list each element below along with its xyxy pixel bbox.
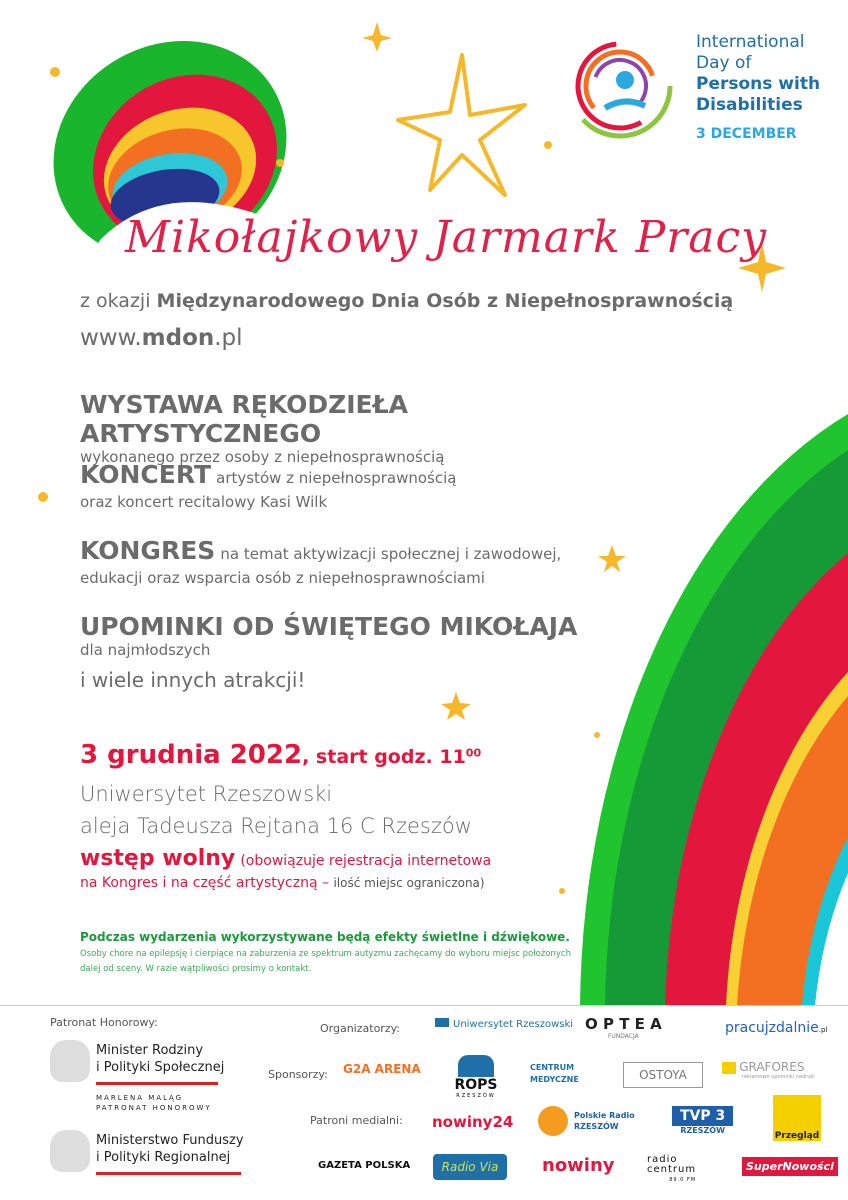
- logo-rops[interactable]: [448, 1055, 504, 1099]
- event-item: [80, 612, 600, 668]
- event-inline: artystów z niepełnosprawnością: [216, 469, 457, 487]
- logo-ostoya[interactable]: OSTOYA: [623, 1062, 703, 1088]
- right-rainbow: [580, 414, 848, 1005]
- stars: [398, 55, 525, 195]
- event-desc: oraz koncert recitalowy Kasi Wilk: [80, 493, 328, 511]
- logo-sub: 89.0 FM: [669, 1177, 697, 1183]
- logo-centrum-medyczne[interactable]: [530, 1062, 579, 1086]
- patronat-label: Patronat Honorowy:: [50, 1016, 158, 1029]
- notice-text: Osoby chore na epilepsję i cierpiące na zaburzenia ze spektrum autyzmu zachęcamy do wyboru miejsc położonych: [80, 949, 571, 959]
- notice-bold: Podczas wydarzenia wykorzystywane będą efekty świetlne i dźwiękowe.: [80, 930, 570, 944]
- footer-divider: [0, 1005, 848, 1006]
- logo-przeglad[interactable]: Przegląd: [773, 1095, 821, 1141]
- star-icon: [598, 545, 626, 572]
- logo-optea[interactable]: [585, 1015, 662, 1040]
- logo-text: CENTRUM: [530, 1063, 575, 1072]
- notice: [80, 930, 600, 977]
- logo-sub: RZESZÓW: [456, 1093, 496, 1099]
- entry-registration: (obowiązuje rejestracja internetowa: [240, 853, 492, 869]
- logo-text: radio: [647, 1154, 678, 1165]
- start-time: , start godz. 11: [302, 746, 466, 768]
- idpd-line: Persons with: [696, 74, 821, 94]
- subtitle-prefix: z okazji: [80, 290, 151, 312]
- event-desc: dla najmłodszych: [80, 641, 211, 659]
- event-inline: na temat aktywizacji społecznej i zawodowej,: [220, 545, 562, 563]
- website-link[interactable]: [80, 325, 243, 351]
- logo-sub: reklamowe upominki nadruki: [742, 1074, 815, 1080]
- logo-pracujzdalnie[interactable]: [725, 1020, 827, 1036]
- logo-g2a-arena[interactable]: G2A ARENA: [343, 1062, 421, 1076]
- logo-super-nowosci[interactable]: SuperNowości: [742, 1157, 838, 1176]
- entry-line2: na Kongres i na część artystyczną: [80, 875, 318, 891]
- media-label: Patroni medialni:: [310, 1114, 403, 1127]
- logo-text: RZESZÓW: [574, 1122, 619, 1131]
- logo-grafores[interactable]: [722, 1060, 815, 1080]
- logo-nowiny24[interactable]: nowiny24: [432, 1113, 514, 1131]
- star-icon: [362, 22, 392, 52]
- idpd-text: [696, 32, 820, 145]
- entry-info: [80, 846, 491, 891]
- logo-text: pracujzdalnie: [725, 1020, 819, 1036]
- minister1-name: MARLENA MALĄG: [96, 1094, 184, 1102]
- idpd-line: International: [696, 32, 805, 52]
- logo-sub: FUNDACJA: [607, 1033, 639, 1040]
- event-title: UPOMINKI OD ŚWIĘTEGO MIKOŁAJA: [80, 612, 578, 641]
- website-bold: mdon: [141, 325, 215, 351]
- idpd-logo-icon: [565, 28, 675, 148]
- start-time-minutes: 00: [465, 746, 482, 760]
- logo-sub: .pl: [818, 1026, 828, 1034]
- minister2-line: Ministerstwo Funduszy: [96, 1133, 244, 1148]
- minister1-role: PATRONAT HONOROWY: [96, 1104, 212, 1112]
- logo-tvp3[interactable]: [672, 1106, 733, 1135]
- logo-gazeta-polska[interactable]: GAZETA POLSKA: [318, 1160, 411, 1171]
- logo-text: Polskie Radio: [574, 1111, 635, 1120]
- logo-sub: RZESZÓW: [680, 1126, 725, 1135]
- star-icon: [398, 55, 525, 195]
- logo-nowiny[interactable]: nowiny: [542, 1155, 615, 1176]
- eagle-icon: [50, 1040, 90, 1082]
- logo-radio-centrum[interactable]: [647, 1155, 696, 1185]
- logo-text: TVP 3: [672, 1106, 733, 1126]
- event-desc: edukacji oraz wsparcia osób z niepełnosprawnościami: [80, 569, 485, 587]
- idpd-line: Day of: [696, 53, 752, 73]
- more-attractions: i wiele innych atrakcji!: [80, 668, 306, 692]
- event-title: KONGRES: [80, 536, 216, 565]
- date-main: 3 grudnia 2022: [80, 740, 303, 770]
- sponsors-label: Sponsorzy:: [268, 1068, 328, 1081]
- logo-text: Uniwersytet Rzeszowski: [453, 1019, 574, 1030]
- logo-text: O P T E A: [585, 1015, 662, 1033]
- idpd-date: 3 DECEMBER: [696, 126, 797, 142]
- logo-text: centrum: [647, 1164, 697, 1175]
- organizers-label: Organizatorzy:: [320, 1022, 401, 1035]
- entry-limit: ilość miejsc ograniczona): [333, 876, 485, 890]
- venue-address: aleja Tadeusza Rejtana 16 C Rzeszów: [80, 814, 472, 838]
- venue-name: Uniwersytet Rzeszowski: [80, 782, 333, 806]
- website-post: .pl: [214, 325, 243, 351]
- event-desc: wykonanego przez osoby z niepełnosprawnością: [80, 448, 445, 466]
- eagle-icon: [50, 1130, 90, 1172]
- minister2-line: i Polityki Regionalnej: [96, 1150, 231, 1165]
- website-pre: www.: [80, 325, 142, 351]
- event-date: [80, 740, 481, 770]
- event-title: WYSTAWA RĘKODZIEŁA ARTYSTYCZNEGO: [80, 390, 409, 448]
- event-title: KONCERT: [80, 460, 212, 489]
- logo-ur[interactable]: [435, 1018, 573, 1030]
- subtitle: [80, 290, 733, 312]
- logo-text: ROPS: [454, 1077, 498, 1093]
- entry-free: wstęp wolny: [80, 846, 236, 871]
- star-icon: [441, 692, 471, 720]
- logo-text: GRAFORES: [739, 1060, 805, 1074]
- events-list: [80, 390, 600, 692]
- event-item: [80, 390, 600, 466]
- notice-text: dalej od sceny. W razie wątpliwości prosimy o kontakt.: [80, 964, 312, 974]
- event-item: [80, 460, 600, 536]
- idpd-line: Disabilities: [696, 95, 803, 115]
- logo-text: MEDYCZNE: [530, 1075, 579, 1084]
- minister1-line: i Polityki Społecznej: [96, 1060, 225, 1075]
- page-title: Mikołajkowy Jarmark Pracy: [125, 212, 767, 263]
- entry-dash: –: [317, 875, 334, 891]
- subtitle-bold: Międzynarodowego Dnia Osób z Niepełnosprawnością: [156, 290, 734, 312]
- minister1-line: Minister Rodziny: [96, 1043, 204, 1058]
- event-item: [80, 536, 600, 612]
- venue: [80, 778, 472, 842]
- logo-radio-via[interactable]: Radio Via: [433, 1154, 507, 1180]
